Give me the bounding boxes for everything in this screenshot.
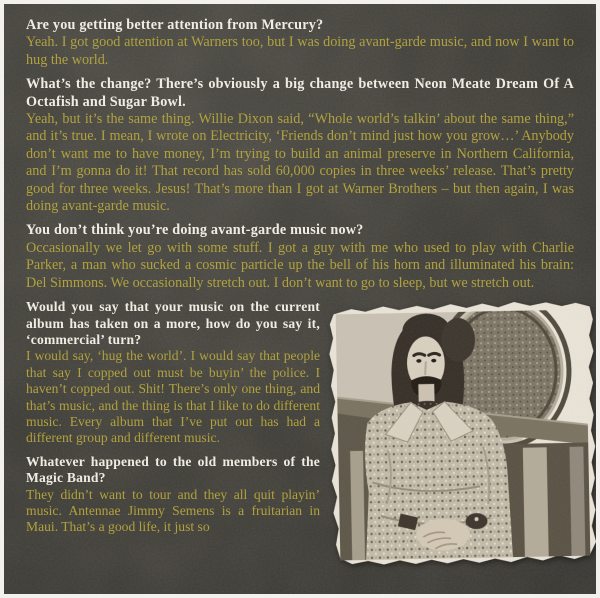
question-1: Are you getting better attention from Mercury?: [26, 17, 324, 33]
question-2: What’s the change? There’s obviously a big change between Neon Meate Dream Of A Octafish and Sugar Bowl.: [26, 76, 574, 110]
qa-block-1: [26, 17, 574, 69]
question-3: You don’t think you’re doing avant-garde music now?: [26, 222, 364, 239]
qa-block-5: [26, 454, 320, 536]
left-text-column: [26, 299, 320, 571]
question-5: Whatever happened to the old members of the Magic Band?: [26, 453, 320, 486]
beefheart-portrait-photo: [325, 297, 600, 574]
answer-1: Yeah. I got good attention at Warners too, but I was doing avant-garde music, and now I want to hug the world.: [26, 34, 574, 68]
qa-block-3: [26, 222, 574, 292]
answer-3: Occasionally we let go with some stuff. I got a guy with me who used to play with Charlie Parker, a man who sucked a cosmic particle up the bell of his horn and illuminated his brain: Del Simmons. We occasionally stretch out. I don’t want to go to sleep, but we stretch out.: [26, 239, 574, 291]
bottom-section: [26, 299, 574, 571]
answer-4: I would say, ‘hug the world’. I would say that people that say I copped out must be buyin’ the police. I haven’t copped out. Shit! There’s only one thing, and that’s music, and the thing is that I like to do different music. Every album that I’ve put out has had a different group and different music.: [26, 348, 320, 446]
answer-5: They didn’t want to tour and they all quit playin’ music. Antennae Jimmy Semens is a fruitarian in Maui. That’s a good life, it just so: [26, 486, 320, 535]
photo-area: [328, 299, 598, 571]
qa-block-2: [26, 76, 574, 215]
interview-text: [4, 4, 596, 571]
question-4: Would you say that your music on the current album has taken on a more, how do you say it, ‘commercial’ turn?: [26, 299, 320, 347]
answer-2: Yeah, but it’s the same thing. Willie Dixon said, “Whole world’s talkin’ about the same thing,” and it’s true. I mean, I wrote on Electricity, ‘Friends don’t mind just how you grow…’ Anybody don’t want me to have money, I’m trying to build an animal preserve in Northern California, and I’m gonna do it! That record has sold 60,000 copies in three weeks’ release. That’s pretty good for three weeks. Jesus! That’s more than I got at Warner Brothers – but then again, I was doing avant-garde music.: [26, 111, 574, 215]
qa-block-4: [26, 299, 320, 447]
